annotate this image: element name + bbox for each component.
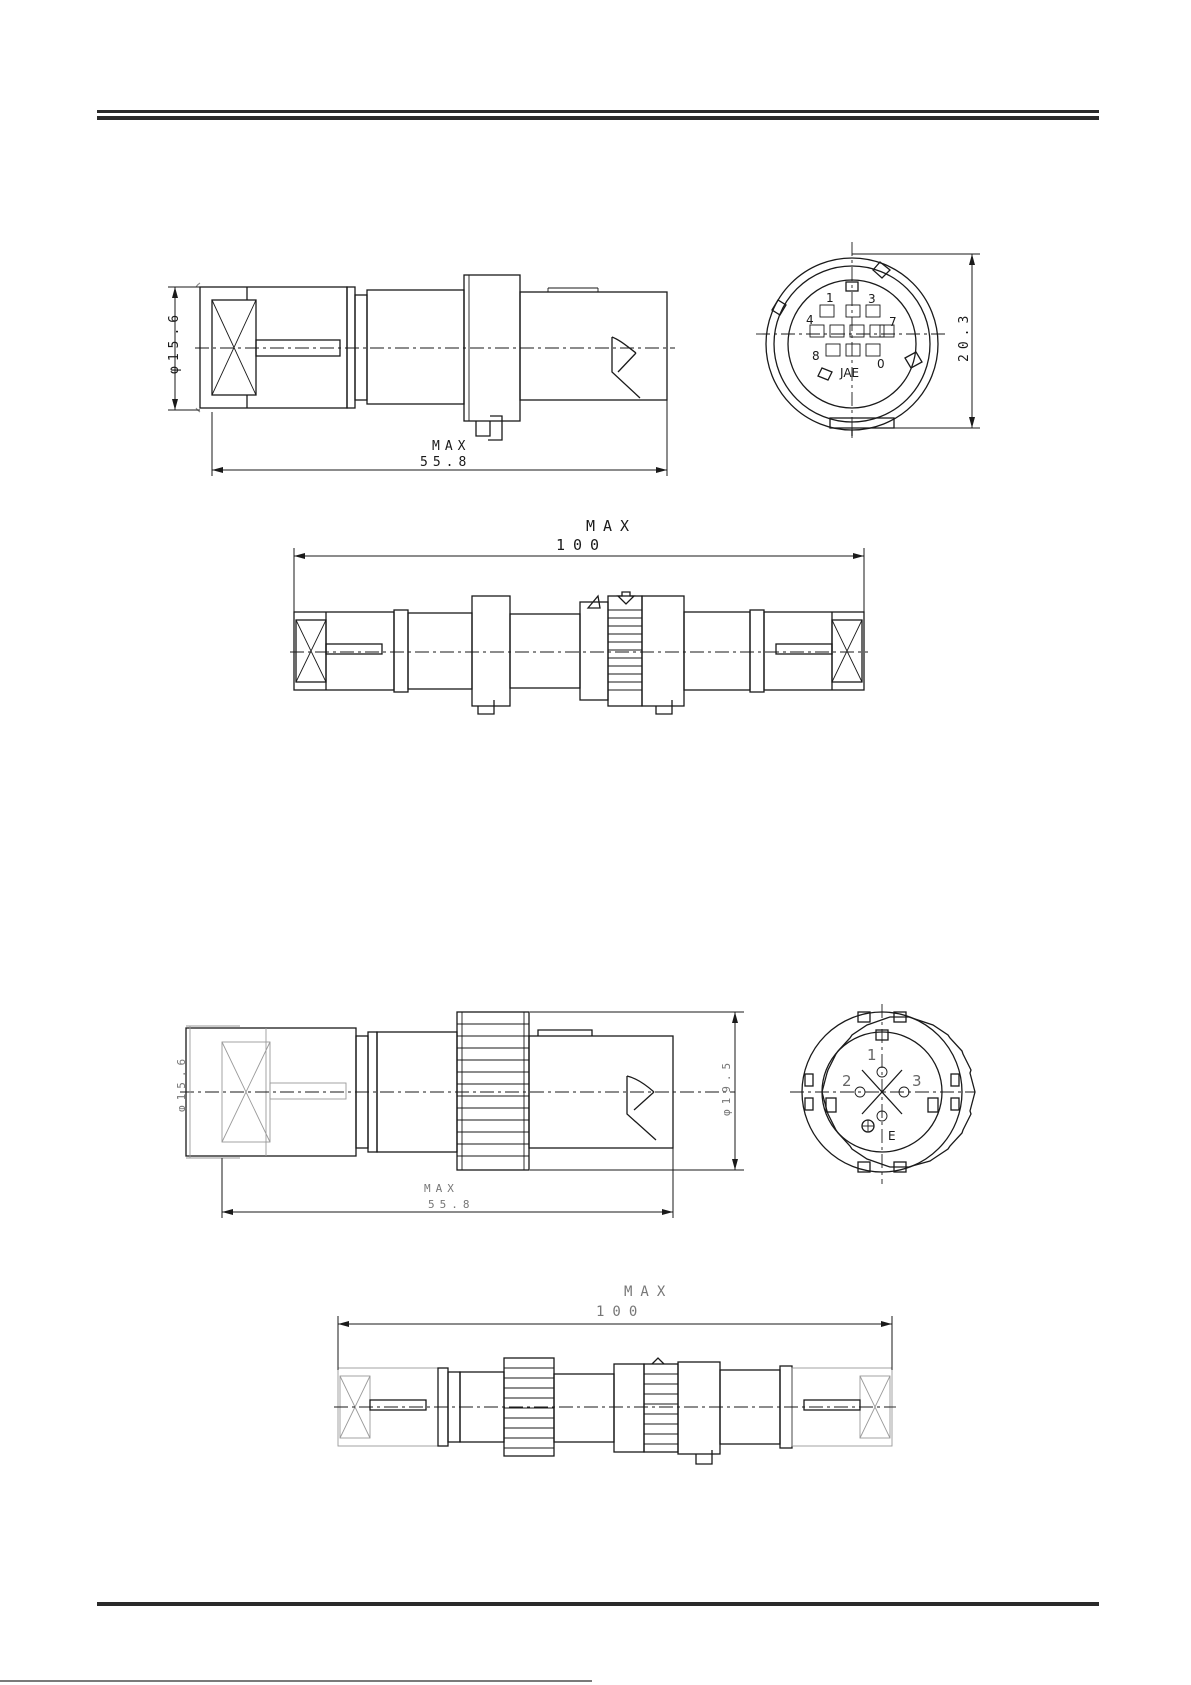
plug-side-view <box>195 275 675 440</box>
pin-label-1: 1 <box>826 291 834 305</box>
pin-label-7: 7 <box>889 315 897 329</box>
pin-label-0: 0 <box>877 357 885 371</box>
receptacle-overall-max-label: MAX <box>624 1284 674 1300</box>
footer-rule <box>97 1602 1099 1606</box>
diameter-label: φ15.6 <box>167 309 182 374</box>
overall-max-label: MAX <box>586 517 638 535</box>
receptacle-overall-length-value: 100 <box>596 1304 646 1320</box>
pin-label-4: 4 <box>806 313 814 327</box>
mated-assembly-view <box>290 592 868 714</box>
receptacle-diameter-label: φ15.6 <box>175 1053 188 1112</box>
height-label: 20.3 <box>957 310 972 362</box>
receptacle-pin-3: 3 <box>912 1072 922 1090</box>
receptacle-length-value: 55.8 <box>428 1198 475 1211</box>
receptacle-length-dimension <box>222 1148 673 1218</box>
pin-label-8: 8 <box>812 349 820 363</box>
overall-length-dimension <box>294 517 864 612</box>
receptacle-overall-length-dimension <box>338 1284 892 1370</box>
length-max-label: MAX <box>432 439 471 454</box>
receptacle-mated-view <box>334 1358 896 1464</box>
receptacle-length-max-label: MAX <box>424 1182 459 1195</box>
knurled-ring <box>608 610 642 690</box>
knurl-lines <box>457 1012 529 1170</box>
mated-knurl-lines <box>504 1368 554 1448</box>
header-rule <box>97 110 1099 120</box>
mated-ring-lines <box>644 1374 678 1444</box>
ground-label: E <box>888 1129 896 1143</box>
plug-end-view <box>756 242 948 438</box>
receptacle-pin-1: 1 <box>867 1046 877 1064</box>
length-dimension <box>212 400 667 476</box>
brand-label: JAE <box>840 366 860 380</box>
receptacle-side-view <box>180 1012 735 1170</box>
receptacle-pin-2: 2 <box>842 1072 852 1090</box>
length-value: 55.8 <box>420 455 472 470</box>
receptacle-end-view <box>790 1004 975 1184</box>
pin-label-3: 3 <box>868 292 876 306</box>
overall-length-value: 100 <box>556 536 608 554</box>
outer-diameter-label: φ19.5 <box>720 1057 733 1116</box>
